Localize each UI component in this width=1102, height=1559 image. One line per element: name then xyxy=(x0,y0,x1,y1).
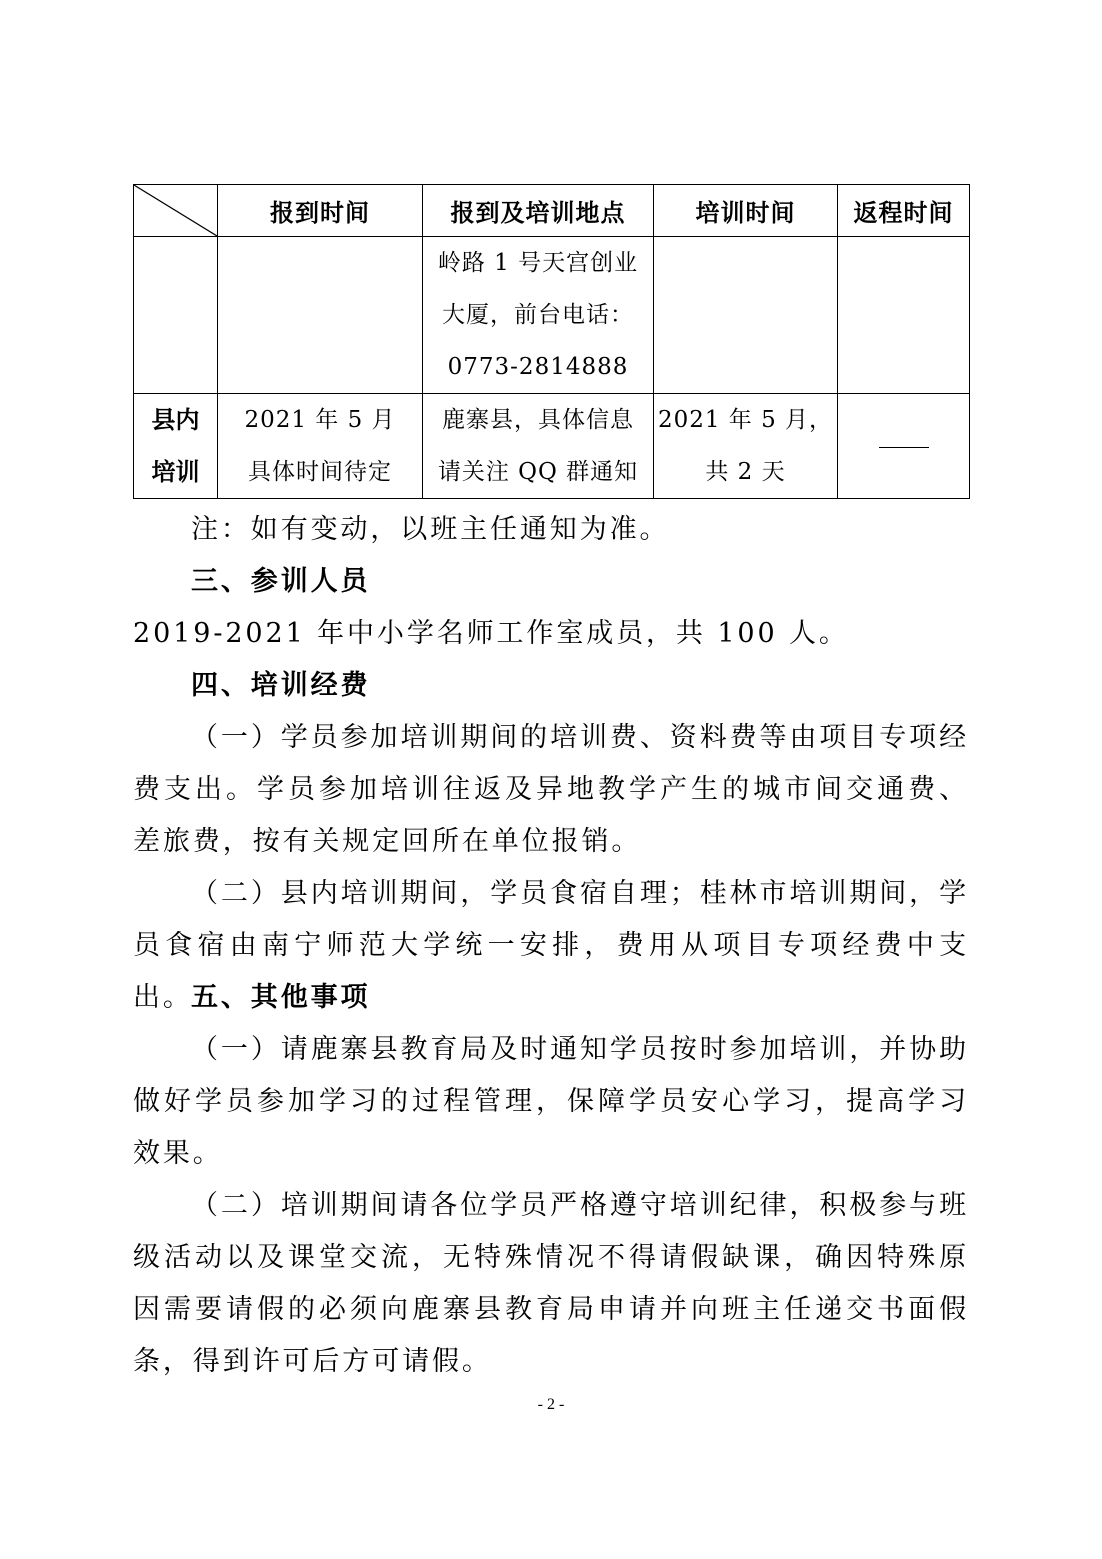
table-row xyxy=(134,394,970,499)
section-5-paragraph-2: （二）培训期间请各位学员严格遵守培训纪律，积极参与班级活动以及课堂交流，无特殊情况不得请假缺课，确因特殊原因需要请假的必须向鹿寨县教育局申请并向班主任递交书面假条，得到许可后方可请假。 xyxy=(133,1190,969,1377)
section-5-heading: 五、其他事项 xyxy=(191,982,371,1013)
table-cell-return-time xyxy=(838,394,970,499)
dash-mark xyxy=(879,447,929,448)
table-note: 注：如有变动，以班主任通知为准。 xyxy=(191,514,670,545)
diagonal-line xyxy=(134,185,217,236)
row-label-county-training: 县内 培训 xyxy=(134,394,218,499)
diagonal-corner-cell xyxy=(134,185,218,237)
table-header-row xyxy=(134,185,970,237)
table-cell-empty xyxy=(218,237,423,394)
table-cell-empty xyxy=(134,237,218,394)
page-number: - 2 - xyxy=(537,1396,565,1413)
table-row xyxy=(134,237,970,394)
section-3-heading: 三、参训人员 xyxy=(191,566,371,597)
table-cell-location: 岭路 1 号天宫创业 大厦，前台电话： 0773-2814888 xyxy=(423,237,654,394)
table-cell-report-time: 2021 年 5 月 具体时间待定 xyxy=(218,394,423,499)
table-cell-training-time: 2021 年 5 月， 共 2 天 xyxy=(654,394,838,499)
header-location: 报到及培训地点 xyxy=(423,185,654,237)
section-4-heading: 四、培训经费 xyxy=(191,670,371,701)
header-report-time: 报到时间 xyxy=(218,185,423,237)
section-4-paragraph-1: （一）学员参加培训期间的培训费、资料费等由项目专项经费支出。学员参加培训往返及异地教学产生的城市间交通费、差旅费，按有关规定回所在单位报销。 xyxy=(133,722,969,857)
table-cell-empty xyxy=(838,237,970,394)
section-5-paragraph-1: （一）请鹿寨县教育局及时通知学员按时参加培训，并协助做好学员参加学习的过程管理，保障学员安心学习，提高学习效果。 xyxy=(133,1034,969,1169)
header-training-time: 培训时间 xyxy=(654,185,838,237)
schedule-table xyxy=(133,184,970,499)
section-3-text: 2019-2021 年中小学名师工作室成员，共 100 人。 xyxy=(133,618,849,649)
header-return-time: 返程时间 xyxy=(838,185,970,237)
table-cell-empty xyxy=(654,237,838,394)
table-cell-location: 鹿寨县，具体信息 请关注 QQ 群通知 xyxy=(423,394,654,499)
section-4-paragraph-2: （二）县内培训期间，学员食宿自理；桂林市培训期间，学员食宿由南宁师范大学统一安排，费用从项目专项经费中支出。 xyxy=(133,878,969,1013)
